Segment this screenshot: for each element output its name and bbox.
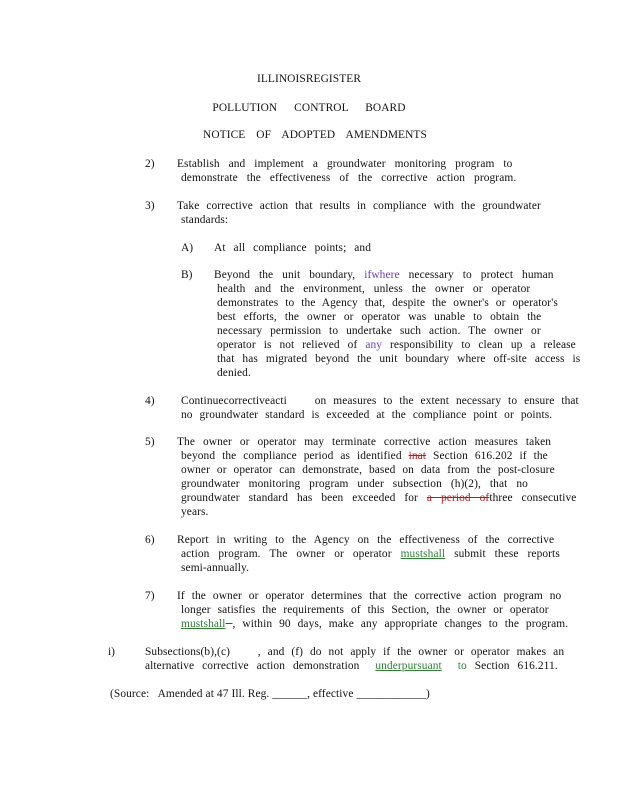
board-header: POLLUTION CONTROL BOARD xyxy=(212,102,406,114)
item-3a-text: At all compliance points; and xyxy=(214,242,372,254)
item-7-line-2: longer satisfies the requirements of this Section, the owner or operator xyxy=(181,604,549,616)
item-3b-line-3: demonstrates to the Agency that, despite the owner's or operator's xyxy=(217,297,558,309)
item-number-2: 2) xyxy=(145,158,155,170)
item-6-line-2: action program. The owner or operator mustshall submit these reports xyxy=(181,548,560,560)
item-3-line-2: standards: xyxy=(181,214,229,226)
item-number-5: 5) xyxy=(145,436,155,448)
item-5-line-2: beyond the compliance period as identified inat Section 616.202 if the xyxy=(181,450,548,462)
subsection-i-line-2: alternative corrective action demonstration underpursuant to Section 616.211. xyxy=(145,660,558,672)
item-7-line-3: mustshall , within 90 days, make any appropriate changes to the program. xyxy=(181,618,569,630)
item-4-line-1: Continuecorrectiveacti on measures to the extent necessary to ensure that xyxy=(181,395,579,407)
inserted-text: underpursuant xyxy=(375,660,442,672)
item-5-line-3: owner or operator can demonstrate, based on data from the post-closure xyxy=(181,464,555,476)
item-number-6: 6) xyxy=(145,534,155,546)
inserted-text: ifwhere xyxy=(364,269,400,281)
register-header: ILLINOISREGISTER xyxy=(256,73,362,85)
inserted-text: mustshall xyxy=(181,618,226,630)
item-2-line-1: Establish and implement a groundwater monitoring program to xyxy=(177,158,513,170)
item-5-line-1: The owner or operator may terminate corrective action measures taken xyxy=(177,436,552,448)
deleted-text: inat xyxy=(408,450,427,462)
deleted-text xyxy=(226,618,233,630)
subsection-i-line-1: Subsections(b),(c) , and (f) do not apply if the owner or operator makes an xyxy=(145,646,565,658)
item-number-7: 7) xyxy=(145,590,155,602)
inserted-text: any xyxy=(365,339,383,351)
deleted-text: a period of xyxy=(426,492,490,504)
item-3b-line-2: health and the environment, unless the owner or operator xyxy=(217,283,531,295)
item-3b-line-5: necessary permission to undertake such action. The owner or xyxy=(217,325,541,337)
item-3b-number: B) xyxy=(181,269,193,281)
inserted-text: to xyxy=(457,660,467,672)
item-number-4: 4) xyxy=(145,395,155,407)
item-6-line-1: Report in writing to the Agency on the effectiveness of the corrective xyxy=(177,534,555,546)
item-5-line-6: years. xyxy=(181,506,209,518)
source-note: (Source: Amended at 47 Ill. Reg. ______, effective ____________) xyxy=(110,688,430,700)
item-3b-line-4: best efforts, the owner or operator was unable to obtain the xyxy=(217,311,542,323)
item-6-line-3: semi-annually. xyxy=(181,562,250,574)
item-3b-line-8: denied. xyxy=(217,367,251,379)
item-5-line-4: groundwater monitoring program under subsection (h)(2), that no xyxy=(181,478,528,490)
item-3b-line-6: operator is not relieved of any responsibility to clean up a release xyxy=(217,339,576,351)
item-4-line-2: no groundwater standard is exceeded at the compliance point or points. xyxy=(181,409,553,421)
item-2-line-2: demonstrate the effectiveness of the corrective action program. xyxy=(181,172,517,184)
item-7-line-1: If the owner or operator determines that the corrective action program no xyxy=(177,590,562,602)
notice-header: NOTICE OF ADOPTED AMENDMENTS xyxy=(203,129,427,141)
subsection-number-i: i) xyxy=(108,646,115,658)
item-3b-line-1: Beyond the unit boundary, ifwhere necessary to protect human xyxy=(214,269,554,281)
item-3-line-1: Take corrective action that results in compliance with the groundwater xyxy=(177,200,541,212)
item-3a-number: A) xyxy=(181,242,194,254)
item-number-3: 3) xyxy=(145,200,155,212)
item-3b-line-7: that has migrated beyond the unit boundary where off-site access is xyxy=(217,353,581,365)
inserted-text: mustshall xyxy=(400,548,446,560)
item-5-line-5: groundwater standard has been exceeded for a period ofthree consecutive xyxy=(181,492,577,504)
